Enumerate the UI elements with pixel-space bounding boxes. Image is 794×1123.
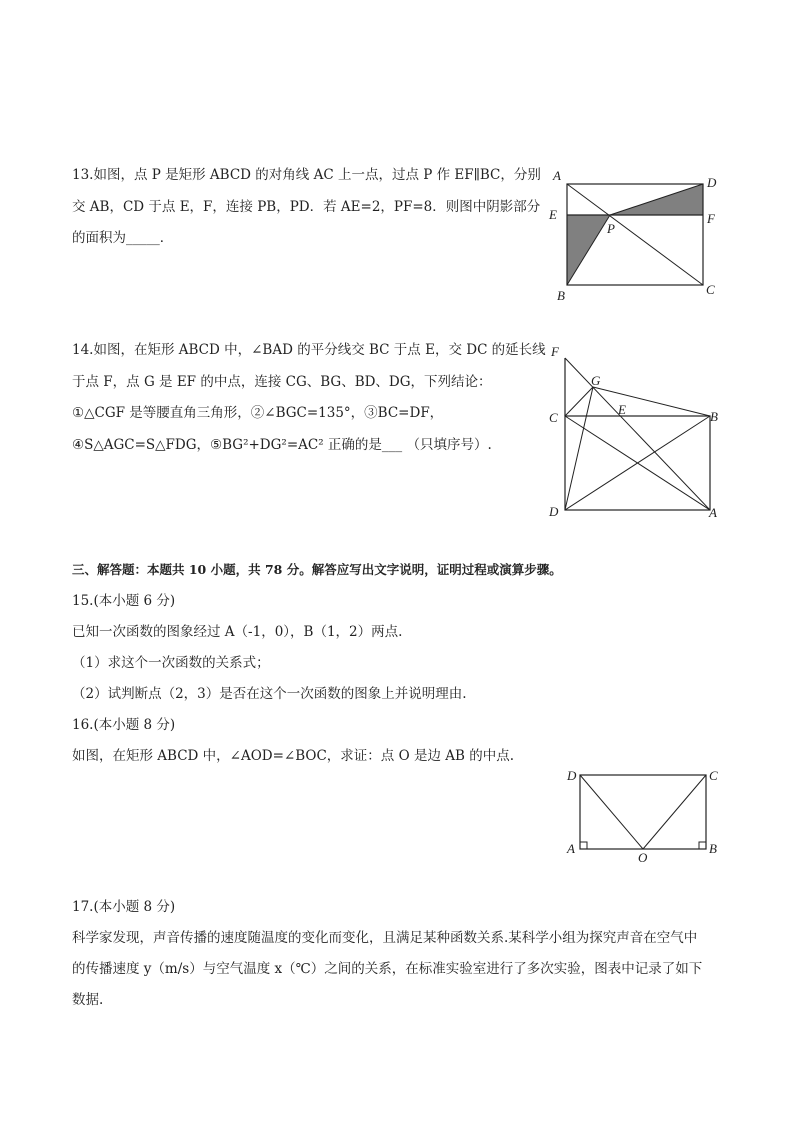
q14-line-1: 14.如图，在矩形 ABCD 中，∠BAD 的平分线交 BC 于点 E，交 DC 的延长线 bbox=[72, 342, 546, 358]
q14-segment-dg bbox=[565, 387, 593, 510]
q16-label-c: C bbox=[709, 768, 718, 783]
q15-stem: 已知一次函数的图象经过 A（-1，0），B（1，2）两点. bbox=[72, 624, 403, 640]
q16-figure bbox=[560, 762, 730, 867]
q14-label-a: A bbox=[709, 505, 717, 520]
q14-figure bbox=[540, 340, 730, 525]
q13-label-e: E bbox=[549, 207, 557, 222]
q14-segment-bg bbox=[593, 387, 710, 416]
q13-figure bbox=[540, 168, 730, 308]
q14-label-b: B bbox=[710, 409, 718, 424]
q14-label-d: D bbox=[549, 504, 559, 519]
q16-segment-do bbox=[580, 775, 643, 849]
q16-stem: 如图，在矩形 ABCD 中，∠AOD=∠BOC，求证：点 O 是边 AB 的中点. bbox=[72, 748, 514, 764]
q13-label-p: P bbox=[607, 221, 615, 236]
q13-line-1: 13.如图，点 P 是矩形 ABCD 的对角线 AC 上一点，过点 P 作 EF∥BC，分别 bbox=[72, 167, 541, 183]
q15-part-1: （1）求这个一次函数的关系式； bbox=[72, 655, 270, 671]
q14-segment-af bbox=[565, 358, 710, 510]
q16-right-angle-b bbox=[699, 842, 706, 849]
q14-label-g: G bbox=[591, 373, 601, 388]
q17-line-1: 科学家发现，声音传播的速度随温度的变化而变化，且满足某种函数关系.某科学小组为探究声音在空气中 bbox=[72, 930, 698, 946]
q13-line-3: 的面积为_____． bbox=[72, 230, 174, 246]
q13-label-c: C bbox=[706, 282, 715, 297]
q16-segment-co bbox=[643, 775, 706, 849]
q16-label-d: D bbox=[567, 768, 577, 783]
q14-label-c: C bbox=[549, 410, 558, 425]
section-3-heading: 三、解答题：本题共 10 小题，共 78 分。解答应写出文字说明，证明过程或演算步骤。 bbox=[72, 562, 562, 577]
q16-label-o: O bbox=[638, 850, 648, 865]
q13-label-d: D bbox=[707, 175, 717, 190]
q16-rectangle bbox=[580, 775, 706, 849]
q14-label-f: F bbox=[551, 344, 559, 359]
q14-line-4: ④S△AGC=S△FDG，⑤BG²+DG²=AC² 正确的是___ （只填序号）. bbox=[72, 437, 492, 453]
q15-title: 15.(本小题 6 分) bbox=[72, 593, 176, 609]
q17-title: 17.(本小题 8 分) bbox=[72, 899, 176, 915]
q14-segment-cg bbox=[565, 387, 593, 416]
q15-part-2: （2）试判断点（2，3）是否在这个一次函数的图象上并说明理由. bbox=[72, 686, 467, 702]
q16-right-angle-a bbox=[580, 842, 587, 849]
q13-line-2: 交 AB，CD 于点 E，F，连接 PB，PD．若 AE=2，PF=8．则图中阴影部分 bbox=[72, 199, 541, 215]
q17-line-3: 数据. bbox=[72, 992, 104, 1008]
q13-label-b: B bbox=[557, 288, 565, 303]
q16-label-b: B bbox=[709, 841, 717, 856]
q13-label-f: F bbox=[707, 211, 715, 226]
q14-line-2: 于点 F，点 G 是 EF 的中点，连接 CG、BG、BD、DG，下列结论： bbox=[72, 374, 492, 390]
q14-label-e: E bbox=[618, 402, 626, 417]
q17-line-2: 的传播速度 y（m/s）与空气温度 x（℃）之间的关系，在标准实验室进行了多次实验，图表中记录了如下 bbox=[72, 961, 703, 977]
q13-label-a: A bbox=[553, 168, 561, 183]
q14-line-3: ①△CGF 是等腰直角三角形，②∠BGC=135°，③BC=DF， bbox=[72, 405, 444, 421]
q16-label-a: A bbox=[567, 841, 575, 856]
q16-title: 16.(本小题 8 分) bbox=[72, 717, 176, 733]
